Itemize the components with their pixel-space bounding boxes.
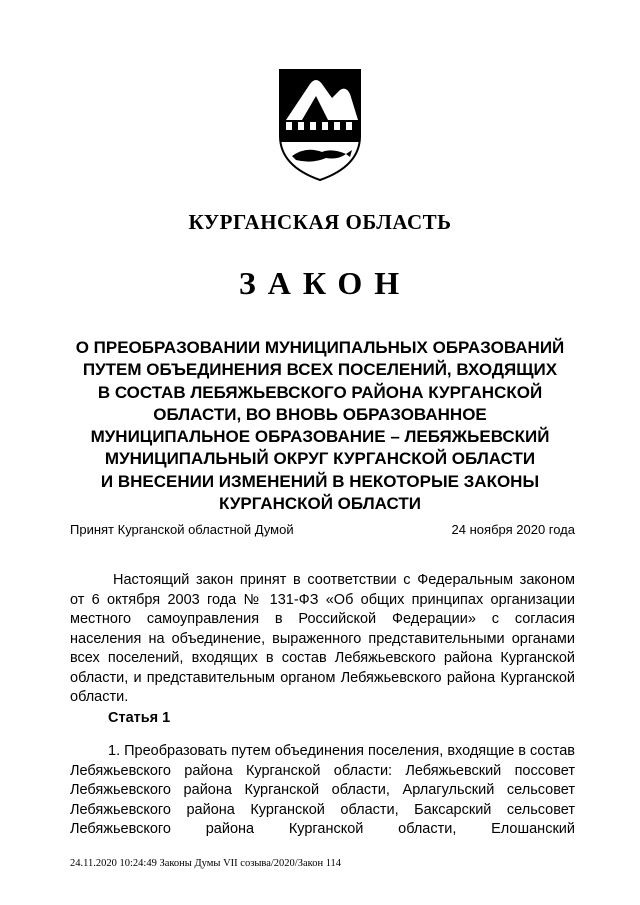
region-name: КУРГАНСКАЯ ОБЛАСТЬ — [188, 210, 452, 234]
article-heading: Статья 1 — [108, 710, 171, 726]
law-title-line: КУРГАНСКОЙ ОБЛАСТИ — [219, 494, 421, 514]
law-title-line: ПУТЕМ ОБЪЕДИНЕНИЯ ВСЕХ ПОСЕЛЕНИЙ, ВХОДЯЩИХ — [82, 360, 558, 380]
law-title — [60, 337, 580, 515]
coat-of-arms-icon — [272, 62, 368, 186]
document-type: ЗАКОН — [238, 265, 412, 301]
law-title-line: В СОСТАВ ЛЕБЯЖЬЕВСКОГО РАЙОНА КУРГАНСКОЙ — [97, 382, 543, 402]
adoption-line — [70, 522, 575, 537]
document-footer: 24.11.2020 10:24:49 Законы Думы VII созыва/2020/Закон 114 — [70, 858, 342, 869]
preamble-paragraph: Настоящий закон принят в соответствии с Федеральным законом от 6 октября 2003 года № 131-ФЗ «Об общих принципах организации местного самоуправления в Российской Федерации» с согласия населения на объединение, выраженного представительными органами всех поселений, входящих в состав Лебяжьевского района Курганской области, и представительным органом Лебяжьевского района Курганской области. — [70, 572, 575, 705]
law-title-line: ОБЛАСТИ, ВО ВНОВЬ ОБРАЗОВАННОЕ — [153, 404, 487, 424]
law-title-line: МУНИЦИПАЛЬНЫЙ ОКРУГ КУРГАНСКОЙ ОБЛАСТИ — [104, 449, 536, 469]
adopted-by: Принят Курганской областной Думой — [70, 522, 294, 537]
law-title-line: И ВНЕСЕНИИ ИЗМЕНЕНИЙ В НЕКОТОРЫЕ ЗАКОНЫ — [100, 471, 540, 491]
law-title-line: МУНИЦИПАЛЬНОЕ ОБРАЗОВАНИЕ – ЛЕБЯЖЬЕВСКИЙ — [90, 427, 550, 447]
article-paragraph: 1. Преобразовать путем объединения поселения, входящие в состав Лебяжьевского района Курганской области: Лебяжьевский поссовет Лебяжьевского района Курганской области, Арлагульский сельсовет Лебяжьевского района Курганской области, Баксарский сельсовет Лебяжьевского района Курганской области, Елошанский — [70, 743, 575, 837]
law-title-line: О ПРЕОБРАЗОВАНИИ МУНИЦИПАЛЬНЫХ ОБРАЗОВАНИЙ — [75, 338, 565, 357]
adoption-date: 24 ноября 2020 года — [451, 522, 575, 537]
